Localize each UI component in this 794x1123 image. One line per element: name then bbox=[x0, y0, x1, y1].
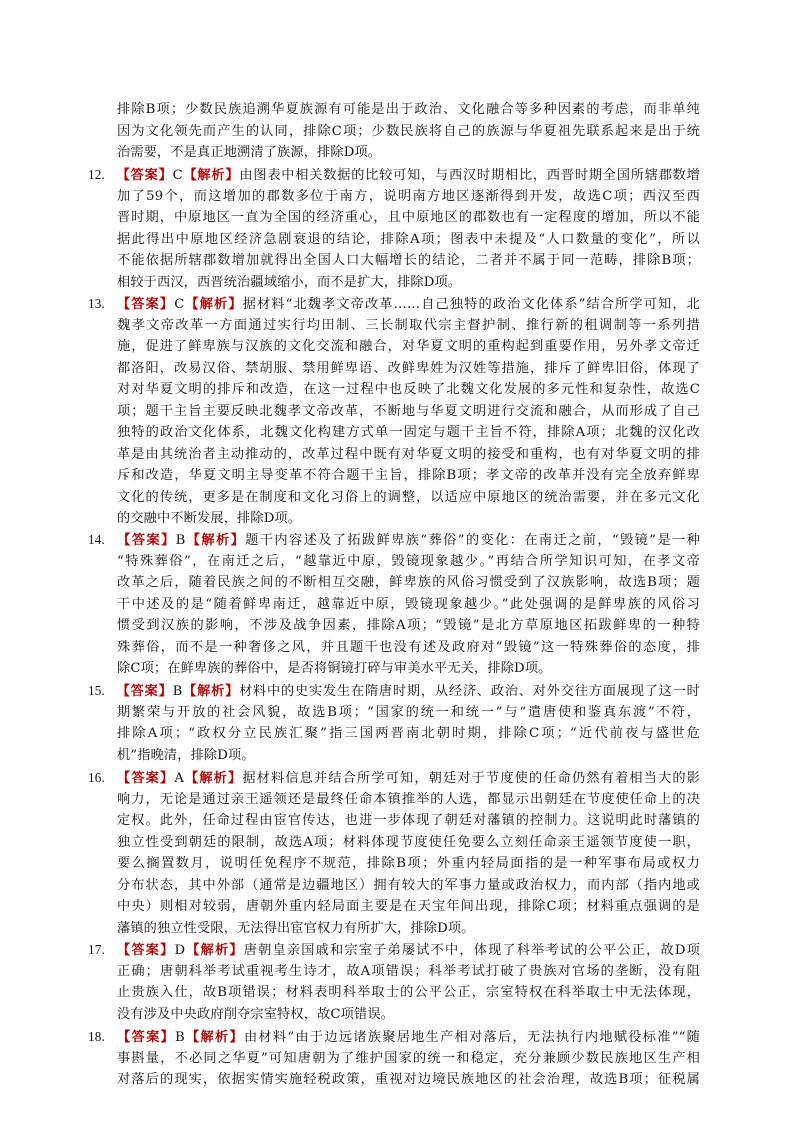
answer-letter: B bbox=[172, 684, 183, 699]
text-line: 排除B项；少数民族追溯华夏族源有可能是出于政治、文化融合等多种因素的考虑，而非单纯 bbox=[117, 102, 700, 117]
text-line: 分布状态，其中外部（通常是边疆地区）拥有较大的军事力量或政治权力，而内部（指内地或 bbox=[117, 877, 700, 893]
text-line: 除C项；在鲜卑族的葬俗中，是否将铜镜打碎与审美水平无关，排除D项。 bbox=[117, 661, 552, 676]
text-line: 晋时期，中原地区一直为全国的经济重心，且中原地区的郡数也有一定程度的增加，所以不能 bbox=[117, 210, 700, 225]
text-line: 止贵族入仕，故B项错误；材料表明科举取士的公平公正，宗室特权在科举取士中无法体现， bbox=[117, 985, 700, 1000]
text-line: “特殊葬俗”，在南迁之后，“越靠近中原，毁镜现象越少。”再结合所学知识可知，在孝文帝 bbox=[117, 553, 700, 569]
analysis-tag: 【解析】 bbox=[184, 297, 243, 312]
text-line: 因为文化领先而产生的认同，排除C项；少数民族将自己的族源与华夏祖先联系起来是出于统 bbox=[117, 123, 700, 139]
answer-tag: 【答案】 bbox=[116, 771, 175, 786]
text-line: 事斟量，不必同之华夏”可知唐朝为了维护国家的统一和稳定，充分兼顾少数民族地区生产相 bbox=[117, 1050, 700, 1066]
answer-letter: A bbox=[174, 771, 185, 786]
text-line: 加了59个，而这增加的郡数多位于南方，说明南方地区逐渐得到开发，故选C项；西汉至西 bbox=[117, 188, 700, 204]
text-line: 魏孝文帝改革一方面通过实行均田制、三长制取代宗主督护制、推行新的租调制等一系列措 bbox=[117, 317, 700, 333]
text-line: 响力，无论是通过亲王遥领还是最终任命本镇推举的人选，都显示出朝廷在节度使任命上的决 bbox=[117, 791, 700, 807]
analysis-tag: 【解析】 bbox=[184, 1030, 244, 1045]
text-line: 要么搁置数月，说明任免程序不规范，排除B项；外重内轻局面指的是一种军事布局或权力 bbox=[117, 856, 700, 871]
answer-letter: C bbox=[174, 297, 185, 312]
text-line: 施，促进了鲜卑族与汉族的文化交流和融合，对华夏文明的重构起到重要作用，另外孝文帝迁 bbox=[117, 339, 700, 354]
text-line: 治需要，不是真正地溯清了族源，排除D项。 bbox=[117, 145, 382, 160]
text-line: 惯受到汉族的影响，不涉及战争因素，排除A项；“毁镜”是北方草原地区拓跋鲜卑的一种特 bbox=[117, 618, 700, 633]
text-line: 期繁荣与开放的社会风貌，故选B项；“国家的统一和统一”与“遣唐使和鉴真东渡”不符， bbox=[117, 704, 700, 720]
item-number: 13. bbox=[88, 296, 105, 311]
text-line: 斥和改造，华夏文明主导变革不符合题干主旨，排除B项；孝文帝的改革并没有完全放弃鲜卑 bbox=[117, 468, 700, 483]
text-line: 对落后的现实，依据实情实施轻税政策，重视对边境民族地区的社会治理，故选B项；征税属 bbox=[117, 1072, 700, 1087]
item-number: 12. bbox=[88, 167, 105, 182]
analysis-tag: 【解析】 bbox=[185, 533, 246, 548]
text-line: 独特的政治文化体系，北魏文化构建方式单一固定与题干主旨不符，排除A项；北魏的汉化改 bbox=[117, 425, 700, 440]
answer-item-14 bbox=[88, 529, 700, 680]
answer-item-17 bbox=[88, 939, 700, 1025]
text-line: 相较于西汉，西晋统治疆域缩小，而不是扩大，排除D项。 bbox=[117, 274, 462, 290]
item-number: 14. bbox=[88, 532, 105, 547]
analysis-tag: 【解析】 bbox=[182, 684, 240, 699]
answer-item-18 bbox=[88, 1026, 700, 1091]
item-number: 15. bbox=[88, 683, 105, 698]
answer-tag: 【答案】 bbox=[116, 297, 175, 312]
answer-item-15 bbox=[88, 680, 700, 766]
analysis-tag: 【解析】 bbox=[184, 771, 243, 786]
text-line: 文化的传统，更多是在制度和文化习俗上的调整，以适应中原地区的统治需要，并在多元文化 bbox=[117, 489, 700, 505]
answer-letter: D bbox=[174, 943, 186, 958]
analysis-first-line: 由图表中相关数据的比较可知，与西汉时期相比，西晋时期全国所辖郡数增 bbox=[239, 168, 700, 183]
analysis-first-line: 据材料“北魏孝文帝改革……自己独特的政治文化体系”结合所学可知，北 bbox=[242, 297, 700, 312]
analysis-first-line: 材料中的史实发生在隋唐时期，从经济、政治、对外交往方面展现了这一时 bbox=[239, 684, 700, 699]
text-line: 机”指晚清，排除D项。 bbox=[117, 747, 255, 763]
text-line: 独立性受到朝廷的限制，故选A项；材料体现节度使任免要么立刻任命亲王遥领节度使一职， bbox=[117, 834, 700, 850]
answer-letter: B bbox=[175, 533, 186, 548]
analysis-first-line: 题干内容述及了拓跋鲜卑族“葬俗”的变化：在南迁之前，“毁镜”是一种 bbox=[245, 533, 700, 548]
text-line: 正确；唐朝科举考试重视考生诗才，故A项错误；科举考试打破了贵族对官场的垄断，没有阻 bbox=[117, 963, 700, 979]
text-line: 藩镇的独立性受限，无法得出宦官权力有所扩大，排除D项。 bbox=[117, 920, 475, 936]
answer-tag: 【答案】 bbox=[116, 168, 173, 183]
text-line: 的交融中不断发展，排除D项。 bbox=[117, 511, 302, 526]
text-line: 定权。此外，任命过程由宦官传达，也进一步体现了朝廷对藩镇的控制力。这说明此时藩镇的 bbox=[117, 813, 700, 828]
answer-tag: 【答案】 bbox=[116, 1030, 176, 1045]
answer-tag: 【答案】 bbox=[116, 684, 173, 699]
answer-letter: C bbox=[172, 168, 183, 183]
text-line: 中央）则相对较弱，唐朝外重内轻局面主要是在天宝年间出现，排除C项；材料重点强调的是 bbox=[117, 899, 700, 914]
answer-letter: B bbox=[175, 1030, 185, 1045]
text-line: 对对华夏文明的排斥和改造，在这一过程中也反映了北魏文化发展的多元性和复杂性，故选C bbox=[117, 382, 700, 397]
analysis-first-line: 由材料“由于边远诸族聚居地生产相对落后，无法执行内地赋役标准”“随 bbox=[243, 1030, 700, 1045]
analysis-first-line: 唐朝皇亲国戚和宗室子弟屡试不中，体现了科举考试的公平公正，故D项 bbox=[243, 943, 700, 958]
continuation-paragraph bbox=[88, 99, 700, 164]
text-line: 项；题干主旨主要反映北魏孝文帝改革，不断地与华夏文明进行交流和融合，从而形成了自己 bbox=[117, 403, 700, 419]
text-line: 改革之后，随着民族之间的不断相互交融，鲜卑族的风俗习惯受到了汉族影响，故选B项；题 bbox=[117, 575, 700, 590]
item-number: 16. bbox=[88, 770, 105, 785]
text-line: 据此得出中原地区经济急剧衰退的结论，排除A项；图表中未提及“人口数量的变化”，所以 bbox=[117, 231, 700, 247]
text-line: 没有涉及中央政府削夺宗室特权，故C项错误。 bbox=[117, 1006, 394, 1022]
answer-item-16 bbox=[88, 767, 700, 939]
answer-tag: 【答案】 bbox=[116, 943, 175, 958]
analysis-first-line: 据材料信息并结合所学可知，朝廷对于节度使的任命仍然有着相当大的影 bbox=[242, 771, 700, 786]
text-line: 干中述及的是“随着鲜卑南迁，越靠近中原，毁镜现象越少。”此处强调的是鲜卑族的风俗习 bbox=[117, 596, 700, 612]
text-line: 都洛阳，改易汉俗、禁胡服、禁用鲜卑语、改鲜卑姓为汉姓等措施，排斥了鲜卑旧俗，体现了 bbox=[117, 360, 700, 376]
analysis-tag: 【解析】 bbox=[185, 943, 244, 958]
answer-item-12 bbox=[88, 164, 700, 293]
item-number: 17. bbox=[88, 942, 105, 957]
analysis-tag: 【解析】 bbox=[182, 168, 240, 183]
text-line: 殊葬俗，而不是一种奢侈之风，并且题干也没有述及政府对“毁镜”这一特殊葬俗的态度，排 bbox=[117, 639, 700, 655]
text-line: 不能依据所辖郡数增加就得出全国人口大幅增长的结论，二者并不属于同一范畴，排除B项； bbox=[117, 253, 700, 268]
text-line: 排除A项；“政权分立民族汇聚”指三国两晋南北朝时期，排除C项；“近代前夜与盛世危 bbox=[117, 726, 700, 741]
item-number: 18. bbox=[88, 1029, 105, 1044]
answer-tag: 【答案】 bbox=[116, 533, 176, 548]
text-line: 革是由其统治者主动推动的，改革过程中既有对华夏文明的接受和重构，也有对华夏文明的排 bbox=[117, 446, 700, 462]
answer-item-13 bbox=[88, 293, 700, 530]
